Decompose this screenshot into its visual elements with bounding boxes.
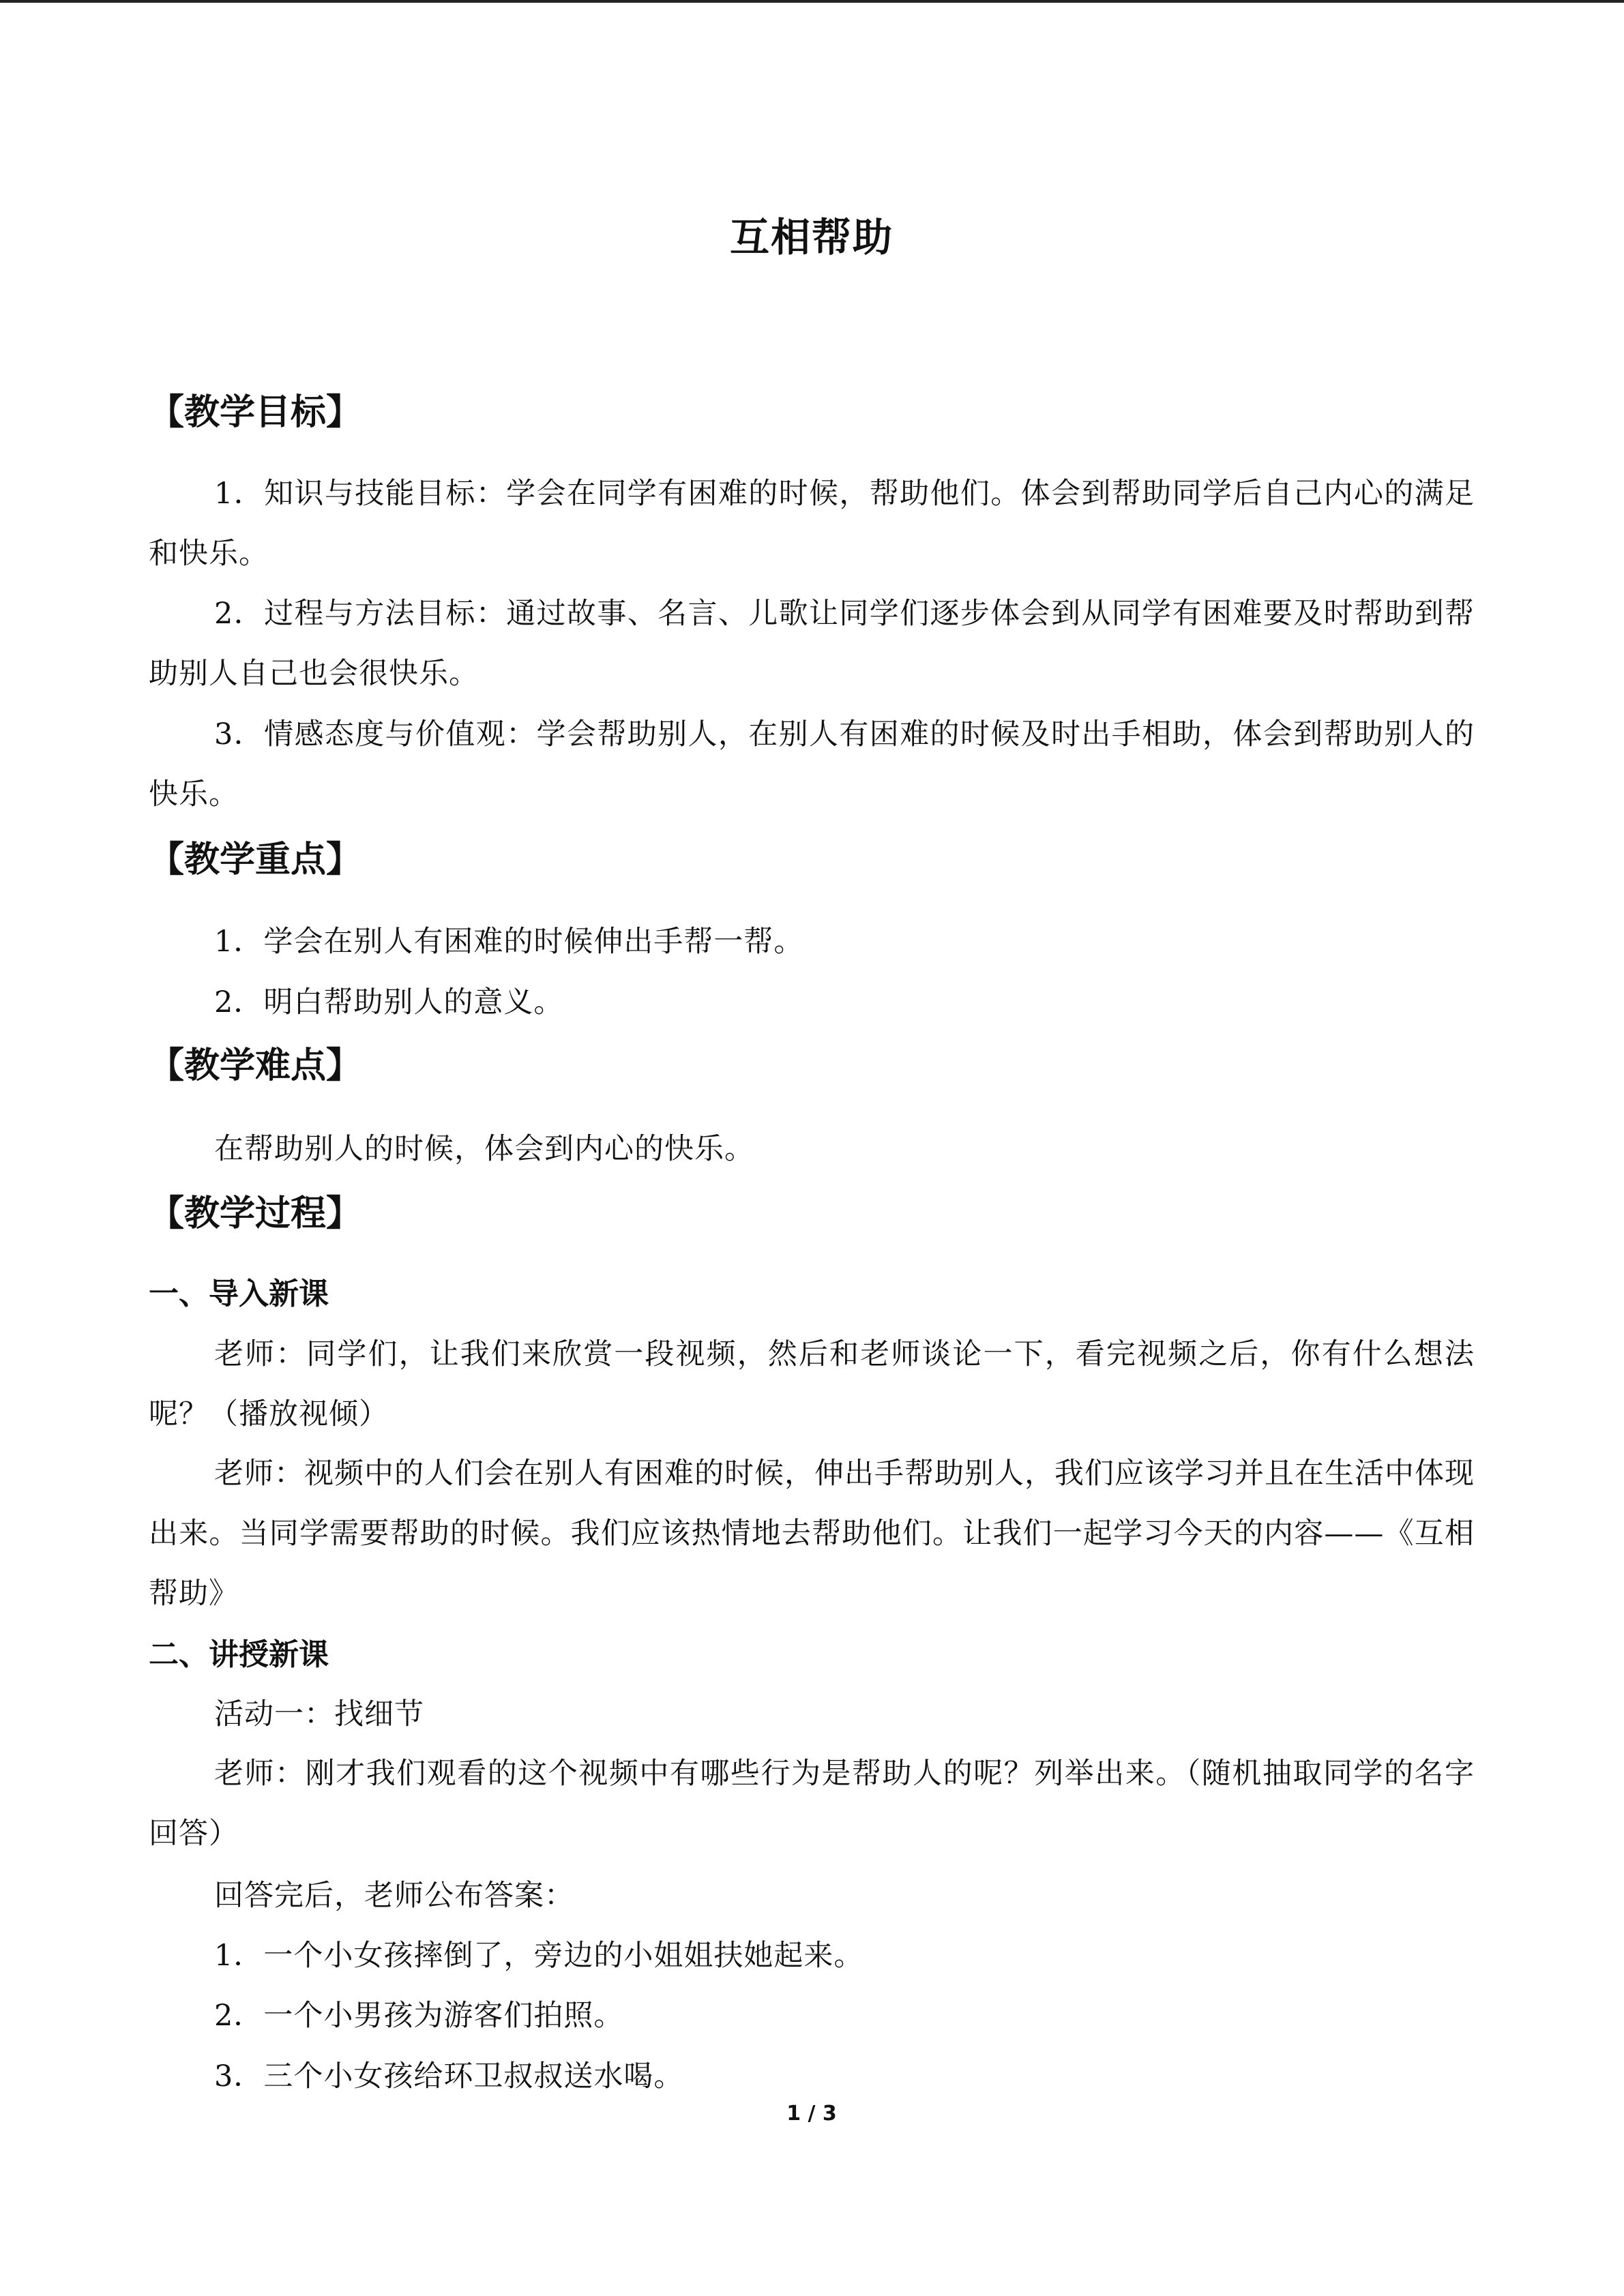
- page-top-border: [0, 0, 1624, 3]
- goal-item-1: 1．知识与技能目标：学会在同学有困难的时候，帮助他们。体会到帮助同学后自己内心的满足和快乐。: [149, 477, 1475, 571]
- difficulty-1: 在帮助别人的时候，体会到内心的快乐。: [214, 1132, 754, 1166]
- document-title: 互相帮助: [729, 214, 894, 260]
- section-heading-goals: 【教学目标】: [149, 392, 362, 433]
- key-point-1: 1．学会在别人有困难的时候伸出手帮一帮。: [214, 925, 804, 959]
- process-after-answer: 回答完后，老师公布答案：: [214, 1879, 574, 1913]
- process-answer-3: 3．三个小女孩给环卫叔叔送水喝。: [214, 2059, 684, 2093]
- process-question: 老师：刚才我们观看的这个视频中有哪些行为是帮助人的呢？列举出来。（随机抽取同学的名字回答）: [149, 1757, 1475, 1851]
- process-part1-heading: 一、导入新课: [149, 1277, 329, 1311]
- process-part2-heading: 二、讲授新课: [149, 1637, 329, 1672]
- key-point-2: 2．明白帮助别人的意义。: [214, 985, 564, 1019]
- goal-item-3: 3．情感态度与价值观：学会帮助别人，在别人有困难的时候及时出手相助，体会到帮助别人的快乐。: [149, 717, 1475, 811]
- page-number: 1 / 3: [786, 2102, 837, 2126]
- process-answer-2: 2．一个小男孩为游客们拍照。: [214, 1999, 624, 2033]
- process-part1-paragraph-1: 老师：同学们，让我们来欣赏一段视频，然后和老师谈论一下，看完视频之后，你有什么想法呢？（播放视倾）: [149, 1337, 1475, 1431]
- process-answer-1: 1．一个小女孩摔倒了，旁边的小姐姐扶她起来。: [214, 1939, 864, 1973]
- section-heading-key-points: 【教学重点】: [149, 839, 362, 880]
- section-heading-difficulties: 【教学难点】: [149, 1045, 362, 1086]
- process-activity-title: 活动一：找细节: [214, 1697, 424, 1731]
- process-part1-paragraph-2: 老师：视频中的人们会在别人有困难的时候，伸出手帮助别人，我们应该学习并且在生活中体现出来。当同学需要帮助的时候。我们应该热情地去帮助他们。让我们一起学习今天的内容——《互相帮助》: [149, 1457, 1475, 1611]
- section-heading-process: 【教学过程】: [149, 1193, 362, 1234]
- goal-item-2: 2．过程与方法目标：通过故事、名言、儿歌让同学们逐步体会到从同学有困难要及时帮助到帮助别人自己也会很快乐。: [149, 597, 1475, 691]
